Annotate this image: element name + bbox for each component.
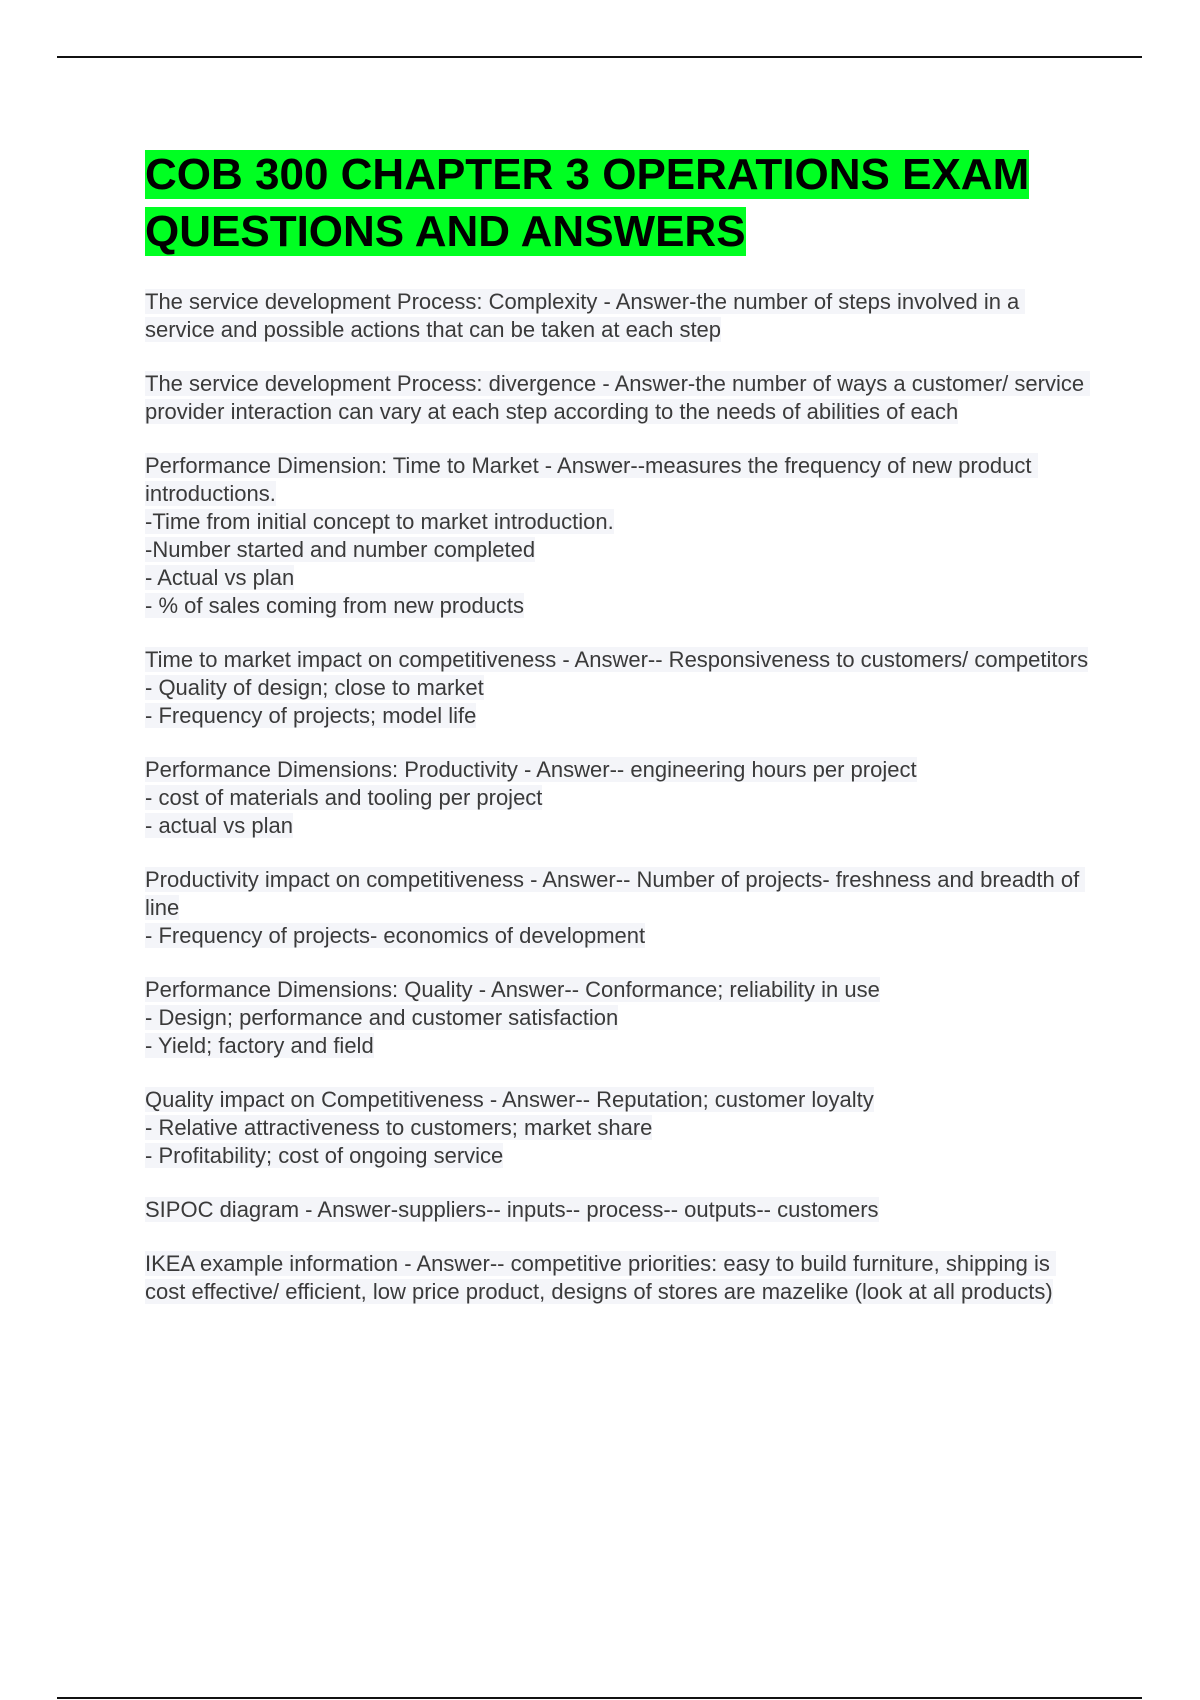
document-body	[145, 146, 1095, 1332]
qa-line-text: - cost of materials and tooling per project	[145, 785, 543, 810]
qa-line	[145, 1142, 1095, 1170]
qa-line	[145, 866, 1095, 922]
qa-line-text: - % of sales coming from new products	[145, 593, 525, 618]
top-rule	[57, 56, 1142, 58]
qa-line	[145, 370, 1095, 426]
qa-line	[145, 592, 1095, 620]
qa-line-text: - Yield; factory and field	[145, 1033, 374, 1058]
qa-line-text: -Time from initial concept to market introduction.	[145, 509, 614, 534]
qa-line	[145, 1004, 1095, 1032]
qa-line-text: - Profitability; cost of ongoing service	[145, 1143, 504, 1168]
qa-line-text: IKEA example information - Answer-- competitive priorities: easy to build furniture, shipping is cost effective/ efficient, low price product, designs of stores are mazelike (look at all products)	[145, 1251, 1056, 1304]
qa-line	[145, 288, 1095, 344]
qa-line-text: The service development Process: Complexity - Answer-the number of steps involved in a service and possible actions that can be taken at each step	[145, 289, 1026, 342]
qa-item	[145, 452, 1095, 620]
qa-line	[145, 1032, 1095, 1060]
qa-line	[145, 702, 1095, 730]
qa-line-text: Performance Dimensions: Quality - Answer-- Conformance; reliability in use	[145, 977, 880, 1002]
qa-list	[145, 288, 1095, 1306]
qa-line	[145, 564, 1095, 592]
qa-line-text: - Frequency of projects; model life	[145, 703, 477, 728]
title-block	[145, 146, 1095, 260]
qa-item	[145, 1196, 1095, 1224]
qa-line	[145, 508, 1095, 536]
qa-line	[145, 812, 1095, 840]
qa-line	[145, 976, 1095, 1004]
qa-item	[145, 288, 1095, 344]
qa-line-text: -Number started and number completed	[145, 537, 536, 562]
qa-item	[145, 1250, 1095, 1306]
qa-line-text: - Design; performance and customer satisfaction	[145, 1005, 619, 1030]
qa-item	[145, 866, 1095, 950]
qa-line	[145, 1086, 1095, 1114]
qa-line	[145, 1250, 1095, 1306]
qa-line-text: Performance Dimension: Time to Market - Answer--measures the frequency of new product introductions.	[145, 453, 1038, 506]
qa-item	[145, 976, 1095, 1060]
qa-line	[145, 452, 1095, 508]
qa-item	[145, 1086, 1095, 1170]
qa-line-text: Quality impact on Competitiveness - Answer-- Reputation; customer loyalty	[145, 1087, 874, 1112]
qa-line-text: Performance Dimensions: Productivity - Answer-- engineering hours per project	[145, 757, 917, 782]
qa-line	[145, 536, 1095, 564]
qa-item	[145, 370, 1095, 426]
qa-line-text: - Quality of design; close to market	[145, 675, 484, 700]
qa-line	[145, 784, 1095, 812]
qa-line	[145, 674, 1095, 702]
bottom-rule	[57, 1697, 1142, 1699]
qa-line-text: - actual vs plan	[145, 813, 293, 838]
qa-line	[145, 1114, 1095, 1142]
qa-line	[145, 646, 1095, 674]
qa-line	[145, 756, 1095, 784]
qa-item	[145, 756, 1095, 840]
document-title: COB 300 CHAPTER 3 OPERATIONS EXAM QUESTIONS AND ANSWERS	[145, 150, 1030, 256]
qa-line-text: SIPOC diagram - Answer-suppliers-- inputs-- process-- outputs-- customers	[145, 1197, 879, 1222]
qa-line-text: - Frequency of projects- economics of development	[145, 923, 646, 948]
qa-line	[145, 1196, 1095, 1224]
qa-line-text: - Relative attractiveness to customers; market share	[145, 1115, 653, 1140]
qa-line	[145, 922, 1095, 950]
qa-line-text: - Actual vs plan	[145, 565, 295, 590]
qa-line-text: Time to market impact on competitiveness - Answer-- Responsiveness to customers/ competitors	[145, 647, 1089, 672]
qa-item	[145, 646, 1095, 730]
qa-line-text: The service development Process: divergence - Answer-the number of ways a customer/ service provider interaction can vary at each step according to the needs of abilities of each	[145, 371, 1091, 424]
qa-line-text: Productivity impact on competitiveness - Answer-- Number of projects- freshness and breadth of line	[145, 867, 1086, 920]
